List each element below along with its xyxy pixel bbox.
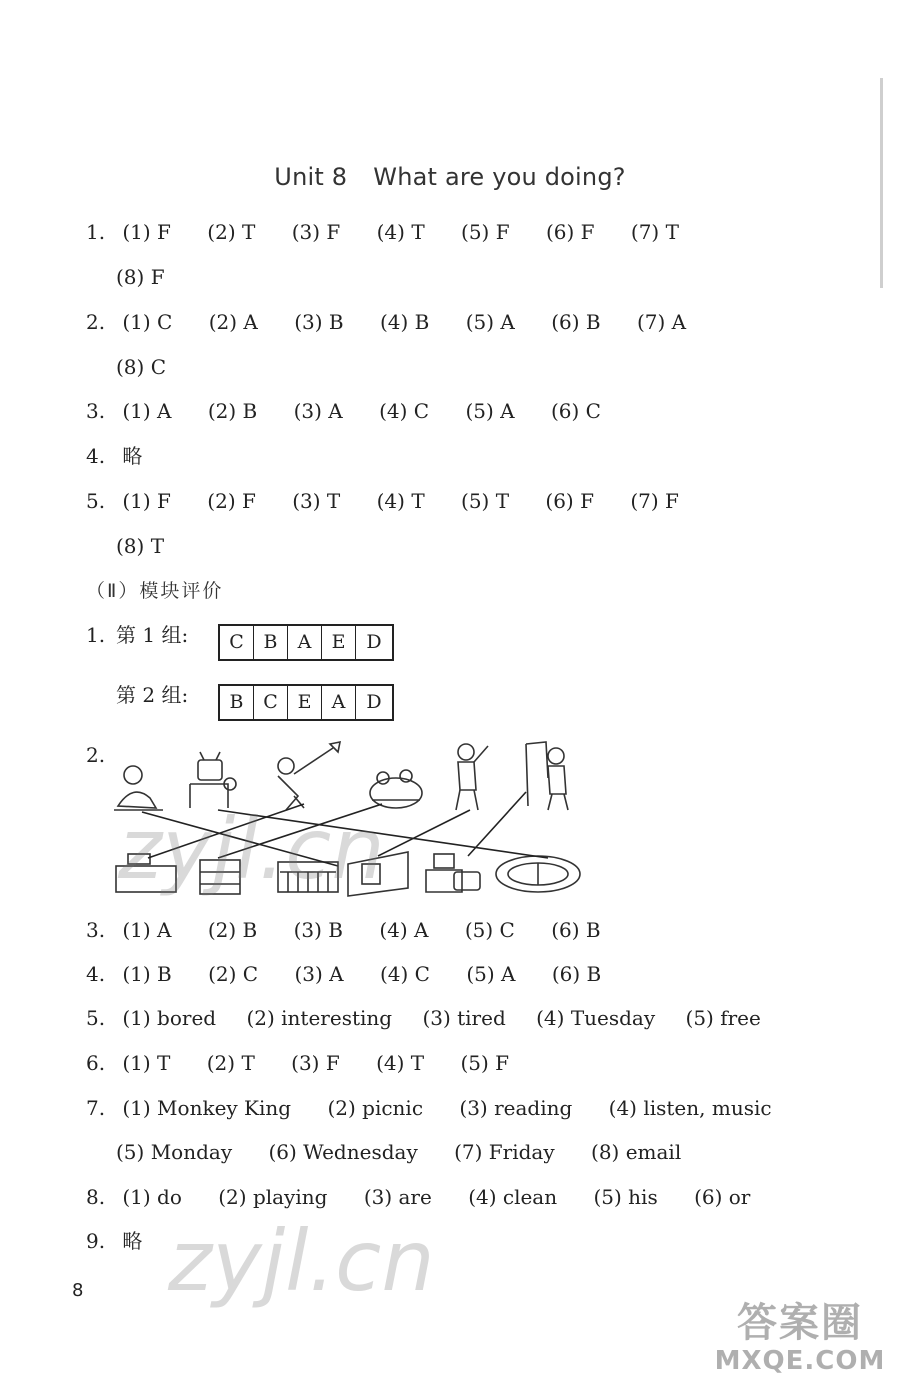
answer-box: B: [254, 626, 288, 659]
answer-box: A: [322, 686, 356, 719]
corner-watermark-cn: 答案圈: [737, 1300, 863, 1346]
answer-box: C: [254, 686, 288, 719]
answer-box: E: [288, 686, 322, 719]
tv-room-picture: [426, 854, 480, 892]
answer-item: (7) A: [636, 310, 687, 334]
answer-item: (6) Wednesday: [268, 1140, 418, 1164]
matching-illustration: [108, 738, 608, 898]
answer-item: (5) F: [461, 220, 510, 244]
answer-line-1: [86, 217, 709, 247]
answer-line-7b: [86, 1093, 772, 1123]
answer-item: (1) F: [122, 220, 171, 244]
question-number: 8.: [86, 1185, 106, 1209]
answer-line-2-cont: [116, 352, 196, 382]
question-number: 1.: [86, 220, 106, 244]
corner-watermark-en: MXQE.COM: [714, 1346, 886, 1376]
library-picture: [116, 854, 176, 892]
answer-line-8b: [86, 1182, 750, 1212]
answer-item: (2) interesting: [246, 1006, 393, 1030]
match-line: [142, 812, 338, 866]
watermark-text: zyjl.cn: [118, 800, 385, 898]
answer-line-4b: [86, 959, 631, 989]
page-title: [0, 163, 900, 191]
answer-item: (3) reading: [459, 1096, 573, 1120]
answer-item: (3) A: [294, 962, 344, 986]
answer-line-5b: [86, 1003, 761, 1033]
answer-item: (2) C: [208, 962, 259, 986]
answer-item: (5) A: [465, 399, 515, 423]
kite-boy-picture: [278, 742, 340, 810]
answer-item: (1) C: [122, 310, 173, 334]
question-number: 4.: [86, 962, 106, 986]
answer-item: (5) his: [593, 1185, 658, 1209]
answer-item: (6) F: [545, 489, 594, 513]
answer-item: (3) A: [293, 399, 343, 423]
answer-item: (3) B: [294, 310, 344, 334]
answer-item: (6) or: [694, 1185, 751, 1209]
question-number: 7.: [86, 1096, 106, 1120]
answer-box: B: [220, 686, 254, 719]
answer-item: (1) B: [122, 962, 172, 986]
answer-item: (2) B: [207, 918, 258, 942]
group-1-label: 1. 第 1 组:: [86, 620, 188, 650]
section-heading: （Ⅱ）模块评价: [86, 580, 224, 602]
answer-item: (3) T: [292, 489, 341, 513]
answer-line-6b: [86, 1048, 539, 1078]
question-number: 2.: [86, 743, 106, 767]
answer-item: (4) T: [376, 1051, 425, 1075]
answer-box: A: [288, 626, 322, 659]
question-number: 3.: [86, 918, 106, 942]
answer-item: (8) email: [591, 1140, 682, 1164]
answer-item: (4) clean: [468, 1185, 558, 1209]
page-number: 8: [72, 1280, 84, 1301]
unit-question: What are you doing?: [373, 163, 626, 191]
answer-item: (1) bored: [122, 1006, 217, 1030]
playground-picture: [496, 856, 580, 892]
answer-item: (8) C: [116, 355, 166, 379]
answer-item: (4) Tuesday: [536, 1006, 656, 1030]
boy-writing-picture: [114, 766, 163, 810]
answer-item: (1) F: [122, 489, 171, 513]
unit-label: Unit 8: [274, 163, 348, 191]
answer-item: (4) C: [379, 962, 430, 986]
matching-lines: [142, 792, 548, 866]
answer-item: (6) B: [551, 310, 601, 334]
answer-line-4: [86, 441, 172, 471]
answer-item: 略: [122, 1229, 143, 1253]
answer-box: D: [366, 631, 382, 653]
answer-item: (6) F: [545, 220, 595, 244]
answer-item: (1) do: [122, 1185, 182, 1209]
answer-item: (5) A: [466, 962, 516, 986]
answer-item: (2) T: [206, 1051, 255, 1075]
answer-item: (5) C: [464, 918, 515, 942]
answer-item: (3) are: [363, 1185, 432, 1209]
question-number: 5.: [86, 489, 106, 513]
question-number: 2.: [86, 310, 106, 334]
piano-picture: [278, 862, 338, 892]
answer-line-7b-cont: [116, 1137, 711, 1167]
question-number: 5.: [86, 1006, 106, 1030]
question-number: 9.: [86, 1229, 106, 1253]
answer-item: (1) T: [122, 1051, 171, 1075]
answer-item: (4) B: [379, 310, 430, 334]
boy-waving-picture: [456, 744, 488, 810]
answer-box: D: [366, 691, 382, 713]
answer-item: (1) Monkey King: [122, 1096, 292, 1120]
group-1-boxes: [218, 624, 394, 661]
answer-item: (5) Monday: [116, 1140, 233, 1164]
answer-line-9b: [86, 1226, 172, 1256]
answer-item: (6) B: [551, 918, 601, 942]
answer-item: (2) T: [207, 220, 256, 244]
answer-item: (2) picnic: [327, 1096, 424, 1120]
group-2-boxes: [218, 684, 394, 721]
answer-item: (3) tired: [422, 1006, 506, 1030]
answer-item: (3) F: [291, 1051, 340, 1075]
answer-item: (5) free: [685, 1006, 761, 1030]
match-line: [378, 810, 470, 856]
answer-box: C: [220, 626, 254, 659]
answer-item: (5) T: [461, 489, 510, 513]
tv-watching-picture: [190, 752, 236, 808]
answer-item: 略: [122, 444, 143, 468]
answer-item: (7) F: [630, 489, 679, 513]
answer-item: (7) Friday: [454, 1140, 555, 1164]
shelves-picture: [200, 860, 240, 894]
answer-item: (4) T: [376, 220, 425, 244]
answer-item: (5) A: [465, 310, 515, 334]
answer-item: (7) T: [630, 220, 679, 244]
answer-line-1-cont: [116, 262, 195, 292]
answer-line-2: [86, 307, 716, 337]
answer-item: (5) F: [460, 1051, 510, 1075]
boy-drawing-picture: [526, 742, 568, 810]
children-playing-picture: [370, 770, 422, 808]
answer-item: (3) F: [291, 220, 341, 244]
answer-item: (4) A: [379, 918, 429, 942]
answer-item: (6) B: [551, 962, 602, 986]
answer-item: (2) B: [207, 399, 258, 423]
answer-item: (3) B: [293, 918, 343, 942]
corner-watermark: [705, 1300, 895, 1376]
answer-item: (4) listen, music: [608, 1096, 772, 1120]
answer-line-3b: [86, 915, 631, 945]
answer-item: (8) T: [116, 534, 165, 558]
group-2-label: 第 2 组:: [116, 683, 189, 707]
answer-line-5: [86, 486, 709, 516]
answer-item: (8) F: [116, 265, 165, 289]
watermark-text: zyjl.cn: [168, 1212, 435, 1310]
answer-line-5-cont: [116, 531, 194, 561]
room-picture: [348, 852, 408, 896]
answer-item: (2) playing: [218, 1185, 328, 1209]
answer-item: (1) A: [122, 918, 172, 942]
question-number: 3.: [86, 399, 106, 423]
answer-item: (4) T: [376, 489, 425, 513]
answer-item: (2) F: [207, 489, 256, 513]
answer-item: (4) C: [379, 399, 430, 423]
question-number: 1.: [86, 623, 106, 647]
answer-item: (2) A: [208, 310, 258, 334]
answer-line-3: [86, 396, 631, 426]
answer-item: (6) C: [550, 399, 601, 423]
question-number: 4.: [86, 444, 106, 468]
answer-item: (1) A: [122, 399, 172, 423]
answer-box: E: [322, 626, 356, 659]
question-number: 6.: [86, 1051, 106, 1075]
